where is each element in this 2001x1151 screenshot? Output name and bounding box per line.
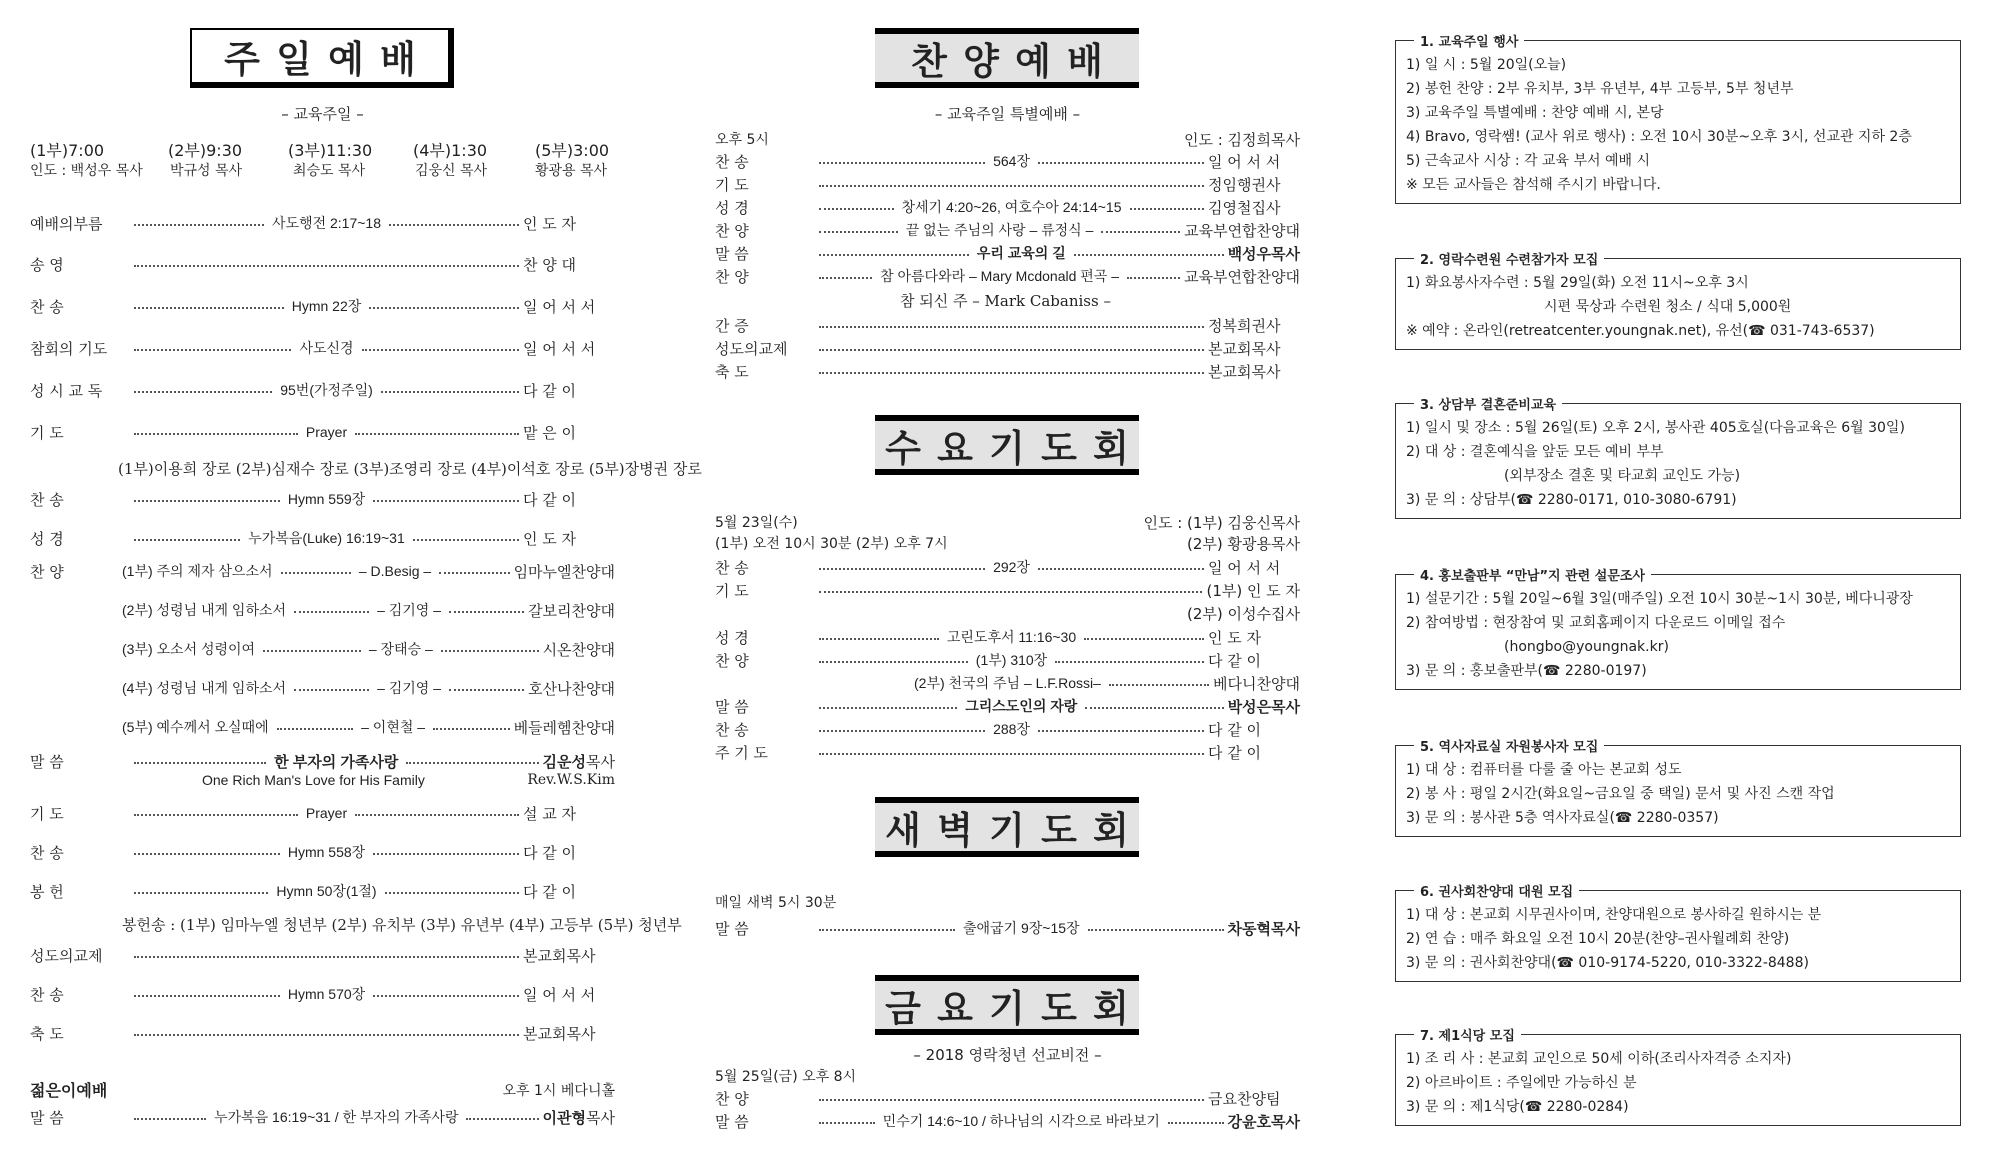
service-leader-5: 황광용 목사 — [535, 163, 608, 179]
friday-prayer-title: 금 요 기 도 회 — [875, 975, 1139, 1035]
service-leader-3: 최승도 목사 — [293, 163, 366, 179]
service-time-2: (2부)9:30 — [168, 141, 243, 160]
service-leader-2: 박규성 목사 — [170, 163, 243, 179]
wednesday-leader-1: 인도 : (1부) 김웅신목사 — [1143, 514, 1300, 532]
preacher-en: Rev.W.S.Kim — [527, 772, 615, 788]
order-row: 기 도 Prayer 맡 은 이 — [30, 423, 577, 442]
sunday-worship-subtitle: – 교육주일 – — [281, 105, 364, 123]
youth-worship-time: 오후 1시 베다니홀 — [502, 1083, 615, 1099]
order-row: 말 씀 우리 교육의 길 백성우목사 — [715, 244, 1301, 263]
order-row: 찬 송 292장 일 어 서 서 — [715, 558, 1281, 577]
order-row: 봉 헌 Hymn 50장(1절) 다 같 이 — [30, 882, 577, 901]
praise-worship-title: 찬 양 예 배 — [875, 28, 1139, 88]
sunday-worship-title: 주 일 예 배 — [190, 28, 454, 88]
order-row: 성도의교제 본교회목사 — [715, 339, 1281, 358]
order-row: 성도의교제 본교회목사 — [30, 946, 596, 965]
order-row: 예배의부름 사도행전 2:17~18 인 도 자 — [30, 214, 577, 233]
announcement-box: 2. 영락수련원 수련참가자 모집 1) 화요봉사자수련 : 5월 29일(화) 오전 11시~오후 3시 시편 묵상과 수련원 청소 / 식대 5,000원 ※ 예약 : 온라인(retreatcenter.youngnak.net), 유선(☎ 031-743-6537) — [1395, 258, 1961, 350]
order-row: 찬 송 Hymn 22장 일 어 서 서 — [30, 297, 596, 316]
order-row: 찬 송 Hymn 559장 다 같 이 — [30, 490, 577, 509]
order-row: 말 씀 그리스도인의 자랑 박성은목사 — [715, 697, 1301, 716]
order-row: 찬 송 288장 다 같 이 — [715, 720, 1262, 739]
order-row: 송 영 찬 양 대 — [30, 255, 577, 274]
dawn-sermon-row: 말 씀 출애굽기 9장~15장 차동혁목사 — [715, 919, 1300, 938]
wednesday-prayer-2: (2부) 이성수집사 — [1187, 605, 1300, 623]
order-row: 성 경 창세기 4:20~26, 여호수아 24:14~15 김영철집사 — [715, 198, 1281, 217]
order-row: 성 경 고린도후서 11:16~30 인 도 자 — [715, 628, 1262, 647]
offering-note: 봉헌송 : (1부) 임마누엘 청년부 (2부) 유치부 (3부) 유년부 (4부) 고등부 (5부) 청년부 — [122, 916, 682, 934]
wednesday-time: (1부) 오전 10시 30분 (2부) 오후 7시 — [715, 536, 948, 552]
order-row: 참회의 기도 사도신경 일 어 서 서 — [30, 339, 596, 358]
announcement-box: 4. 홍보출판부 “만남”지 관련 설문조사 1) 설문기간 : 5월 20일~6월 3일(매주일) 오전 10시 30분~1시 30분, 베다니광장 2) 참여방법 : 현장참여 및 교회홈페이지 다운로드 이메일 접수 (hongbo@youngnak.kr) 3) 문 의 : 홍보출판부(☎ 2280-0197) — [1395, 574, 1961, 690]
dawn-prayer-title: 새 벽 기 도 회 — [875, 797, 1139, 857]
dawn-time: 매일 새벽 5시 30분 — [715, 895, 837, 911]
order-row: 찬 송 564장 일 어 서 서 — [715, 152, 1281, 171]
order-row: 찬 송 Hymn 570장 일 어 서 서 — [30, 985, 596, 1004]
friday-subtitle: – 2018 영락청년 선교비전 – — [913, 1046, 1102, 1064]
youth-sermon-row: 말 씀 누가복음 16:19~31 / 한 부자의 가족사랑 이관형 목사 — [30, 1108, 616, 1127]
wednesday-date: 5월 23일(수) — [715, 515, 798, 531]
order-row: 기 도 Prayer 설 교 자 — [30, 804, 577, 823]
service-leader-4: 김웅신 목사 — [415, 163, 488, 179]
order-row: 기 도 (1부) 인 도 자 — [715, 581, 1300, 600]
choir-row: (5부) 예수께서 오실때에 – 이현철 – 베들레헴찬양대 — [122, 718, 616, 737]
praise-time: 오후 5시 — [715, 132, 769, 148]
sermon-row: 말 씀 한 부자의 가족사랑 김운성 목사 — [30, 752, 616, 771]
announcement-box: 6. 권사회찬양대 대원 모집 1) 대 상 : 본교회 시무권사이며, 찬양대원으로 봉사하길 원하시는 분 2) 연 습 : 매주 화요일 오전 10시 20분(찬양–권사월례회 찬양) 3) 문 의 : 권사회찬양대(☎ 010-9174-5220, 010-3322-8488) — [1395, 890, 1961, 982]
praise-leader: 인도 : 김정희목사 — [1183, 131, 1300, 149]
friday-time: 5월 25일(금) 오후 8시 — [715, 1069, 857, 1085]
choir-row: (4부) 성령님 내게 임하소서 – 김기영 – 호산나찬양대 — [122, 679, 616, 698]
announcement-box: 1. 교육주일 행사 1) 일 시 : 5월 20일(오늘) 2) 봉헌 찬양 : 2부 유치부, 3부 유년부, 4부 고등부, 5부 청년부 3) 교육주일 특별예배 : 찬양 예배 시, 본당 4) Bravo, 영락쌤! (교사 위로 행사) : 오전 10시 30분~오후 3시, 선교관 지하 2층 5) 근속교사 시상 : 각 교육 부서 예배 시 ※ 모든 교사들은 참석해 주시기 바랍니다. — [1395, 40, 1961, 204]
prayer-note: (1부)이용희 장로 (2부)심재수 장로 (3부)조영리 장로 (4부)이석호 장로 (5부)장병권 장로 — [118, 460, 702, 478]
youth-worship-title: 젊은이예배 — [30, 1081, 108, 1100]
order-row: 찬 양 참 아름다와라 – Mary Mcdonald 편곡 – 교육부연합찬양대 — [715, 267, 1300, 286]
order-row: 찬 양 끝 없는 주님의 사랑 – 류정식 – 교육부연합찬양대 — [715, 221, 1301, 240]
announcement-box: 5. 역사자료실 자원봉사자 모집 1) 대 상 : 컴퓨터를 다룰 줄 아는 본교회 성도 2) 봉 사 : 평일 2시간(화요일~금요일 중 택일) 문서 및 사진 스캔 작업 3) 문 의 : 봉사관 5층 역사자료실(☎ 2280-0357) — [1395, 745, 1961, 837]
order-row: 성 시 교 독 95번(가정주일) 다 같 이 — [30, 381, 577, 400]
service-time-4: (4부)1:30 — [413, 141, 488, 160]
sermon-title-en: One Rich Man's Love for His Family — [202, 772, 425, 788]
announcement-box: 3. 상담부 결혼준비교육 1) 일시 및 장소 : 5월 26일(토) 오후 2시, 봉사관 405호실(다음교육은 6월 30일) 2) 대 상 : 결혼예식을 앞둔 모든 예비 부부 (외부장소 결혼 및 타교회 교인도 가능) 3) 문 의 : 상담부(☎ 2280-0171, 010-3080-6791) — [1395, 403, 1961, 519]
order-row: 찬 송 Hymn 558장 다 같 이 — [30, 843, 577, 862]
service-time-5: (5부)3:00 — [535, 141, 610, 160]
service-time-1: (1부)7:00 — [30, 141, 105, 160]
order-row: 축 도 본교회목사 — [715, 362, 1281, 381]
praise-worship-subtitle: – 교육주일 특별예배 – — [934, 105, 1081, 123]
order-row: 간 증 정복희권사 — [715, 316, 1281, 335]
service-time-3: (3부)11:30 — [288, 141, 373, 160]
order-row: 성 경 누가복음(Luke) 16:19~31 인 도 자 — [30, 529, 577, 548]
wednesday-leader-2: (2부) 황광용목사 — [1187, 535, 1300, 553]
order-row: 말 씀 민수기 14:6~10 / 하나님의 시각으로 바라보기 강윤호목사 — [715, 1112, 1300, 1131]
wednesday-prayer-title: 수 요 기 도 회 — [875, 415, 1139, 475]
order-row: 찬 양 (1부) 310장 다 같 이 — [715, 651, 1262, 670]
choir-row: (2부) 성령님 내게 임하소서 – 김기영 – 갈보리찬양대 — [122, 601, 616, 620]
order-row: 축 도 본교회목사 — [30, 1024, 596, 1043]
order-row: 찬 양 금요찬양팀 — [715, 1089, 1281, 1108]
choir-row: (3부) 오소서 성령이여 – 장태승 – 시온찬양대 — [122, 640, 616, 659]
choir-row: 찬 양 (1부) 주의 제자 삼으소서 – D.Besig – 임마누엘찬양대 — [30, 562, 615, 581]
choir-row: (2부) 천국의 주님 – L.F.Rossi– 베다니찬양대 — [914, 674, 1300, 693]
order-row: 주 기 도 다 같 이 — [715, 743, 1262, 762]
announcement-box: 7. 제1식당 모집 1) 조 리 사 : 본교회 교인으로 50세 이하(조리사자격증 소지자) 2) 아르바이트 : 주일에만 가능하신 분 3) 문 의 : 제1식당(☎ 2280-0284) — [1395, 1034, 1961, 1126]
order-row: 기 도 정임행권사 — [715, 175, 1281, 194]
service-leader-1: 인도 : 백성우 목사 — [30, 163, 143, 179]
extra-song: 참 되신 주 – Mark Cabaniss – — [900, 292, 1111, 310]
